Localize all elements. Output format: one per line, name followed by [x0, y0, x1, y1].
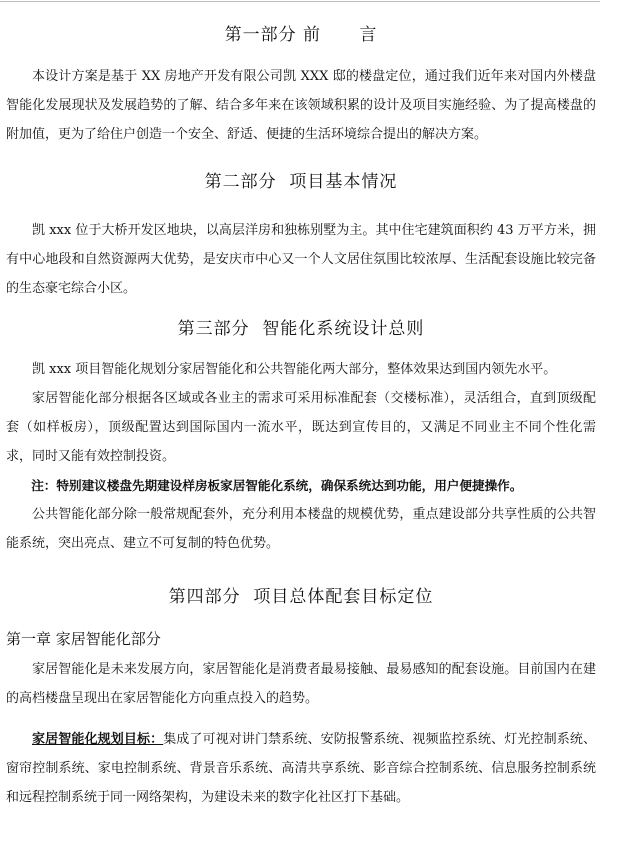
goal-text: 集成了可视对讲门禁系统、安防报警系统、视频监控系统、灯光控制系统、窗帘控制系统、家电控制系统、背景音乐系统、高清共享系统、影音综合控制系统、信息服务控制系统和远程控制系统于同一网络架构，为建设未来的数字化社区打下基础。 [6, 732, 596, 805]
part3-para-1: 凯 xxx 项目智能化规划分家居智能化和公共智能化两大部分，整体效果达到国内领先水平。 [32, 362, 557, 377]
part1-body: 本设计方案是基于 XX 房地产开发有限公司凯 XXX 邸的楼盘定位，通过我们近年来对国内外楼盘智能化发展现状及发展趋势的了解、结合多年来在该领域积累的设计及项目实施经验、为了提高楼盘的附加值，更为了给住户创造一个安全、舒适、便捷的生活环境综合提出的解决方案。 [6, 69, 596, 142]
part3-para-3: 公共智能化部分除一般常规配套外，充分利用本楼盘的规模优势，重点建设部分共享性质的公共智能系统，突出亮点、建立不可复制的特色优势。 [6, 507, 596, 551]
part1-heading: 第一部分 前 言 [224, 25, 378, 45]
goal-label: 家居智能化规划目标： [32, 732, 164, 747]
chapter1-goal-paragraph [6, 725, 596, 812]
chapter1-heading: 第一章 家居智能化部分 [6, 630, 161, 648]
chapter1-para-1: 家居智能化是未来发展方向，家居智能化是消费者最易接触、最易感知的配套设施。目前国内在建的高档楼盘呈现出在家居智能化方向重点投入的趋势。 [6, 662, 596, 706]
part4-heading: 第四部分 项目总体配套目标定位 [168, 587, 434, 607]
document-page [6, 0, 596, 812]
part2-heading: 第二部分 项目基本情况 [204, 172, 398, 192]
part3-para-2: 家居智能化部分根据各区域或各业主的需求可采用标准配套（交楼标准），灵活组合，直到顶级配套（如样板房），顶级配置达到国际国内一流水平，既达到宣传目的，又满足不同业主不同个性化需求，同时又能有效控制投资。 [6, 391, 596, 464]
part3-heading: 第三部分 智能化系统设计总则 [177, 319, 425, 339]
part3-note: 注：特别建议楼盘先期建设样房板家居智能化系统，确保系统达到功能，用户便捷操作。 [31, 478, 523, 493]
part2-body: 凯 xxx 位于大桥开发区地块，以高层洋房和独栋别墅为主。其中住宅建筑面积约 43 万平方米，拥有中心地段和自然资源两大优势，是安庆市中心又一个人文居住氛围比较浓厚、生活配套设施比较完备的生态豪宅综合小区。 [6, 223, 596, 296]
